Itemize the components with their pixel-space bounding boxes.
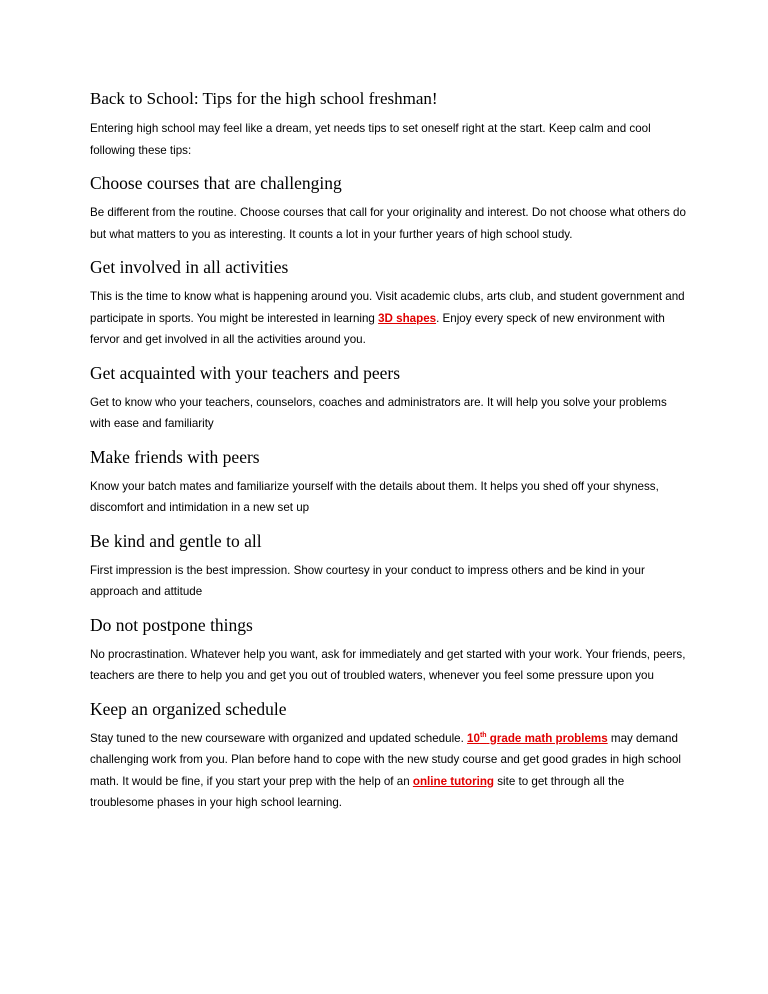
intro-paragraph: Entering high school may feel like a dream, yet needs tips to set oneself right at the start. Keep calm and cool following these tips:: [90, 122, 651, 157]
document-title: Back to School: Tips for the high school freshman!: [90, 89, 438, 108]
link-online-tutoring[interactable]: online tutoring: [412, 774, 495, 788]
section-heading-courses: Choose courses that are challenging: [90, 173, 342, 193]
section-heading-teachers: Get acquainted with your teachers and peers: [90, 362, 401, 383]
link-10th-number: 10: [467, 731, 480, 745]
link-10th-rest: grade math problems: [486, 731, 608, 745]
section-heading-schedule: Keep an organized schedule: [90, 698, 287, 719]
link-3d-shapes[interactable]: 3D shapes: [378, 311, 437, 325]
section-body-activities: [90, 286, 690, 351]
activities-text-after: . Enjoy every speck of new environment with fervor and get involved in all the activities around you.: [90, 311, 665, 346]
section-body-courses: Be different from the routine. Choose courses that call for your originality and interest. Do not choose what others do but what matters to you as interesting. It counts a lot in your further years of high school study.: [90, 206, 686, 241]
activities-text-before: This is the time to know what is happening around you. Visit academic clubs, arts club, and student government and participate in sports. You might be interested in learning: [90, 290, 685, 325]
section-body-teachers: Get to know who your teachers, counselors, coaches and administrators are. It will help you solve your problems with ease and familiarity: [90, 395, 667, 430]
section-heading-activities: Get involved in all activities: [90, 257, 289, 277]
document-page: [90, 88, 690, 825]
section-body-postpone: No procrastination. Whatever help you want, ask for immediately and get started with your work. Your friends, peers, teachers are there to help you and get you out of troubled waters, whenever you feel some pressure upon you: [90, 647, 686, 682]
section-body-kind: First impression is the best impression. Show courtesy in your conduct to impress others and be kind in your approach and attitude: [90, 563, 645, 598]
link-10th-superscript: th: [479, 731, 487, 739]
schedule-text-after: site to get through all the troublesome phases in your high school learning.: [90, 774, 625, 809]
section-body-schedule: [90, 728, 690, 814]
section-heading-friends: Make friends with peers: [90, 446, 260, 467]
section-heading-postpone: Do not postpone things: [90, 614, 253, 635]
link-10th-grade-math-problems[interactable]: [467, 732, 608, 745]
schedule-text-middle: may demand challenging work from you. Plan before hand to cope with the new study course and get good grades in high school math. It would be fine, if you start your prep with the help of an: [90, 731, 682, 788]
section-body-friends: Know your batch mates and familiarize yourself with the details about them. It helps you shed off your shyness, discomfort and intimidation in a new set up: [90, 479, 659, 514]
section-heading-kind: Be kind and gentle to all: [90, 530, 262, 551]
schedule-text-before: Stay tuned to the new courseware with organized and updated schedule.: [90, 731, 468, 745]
